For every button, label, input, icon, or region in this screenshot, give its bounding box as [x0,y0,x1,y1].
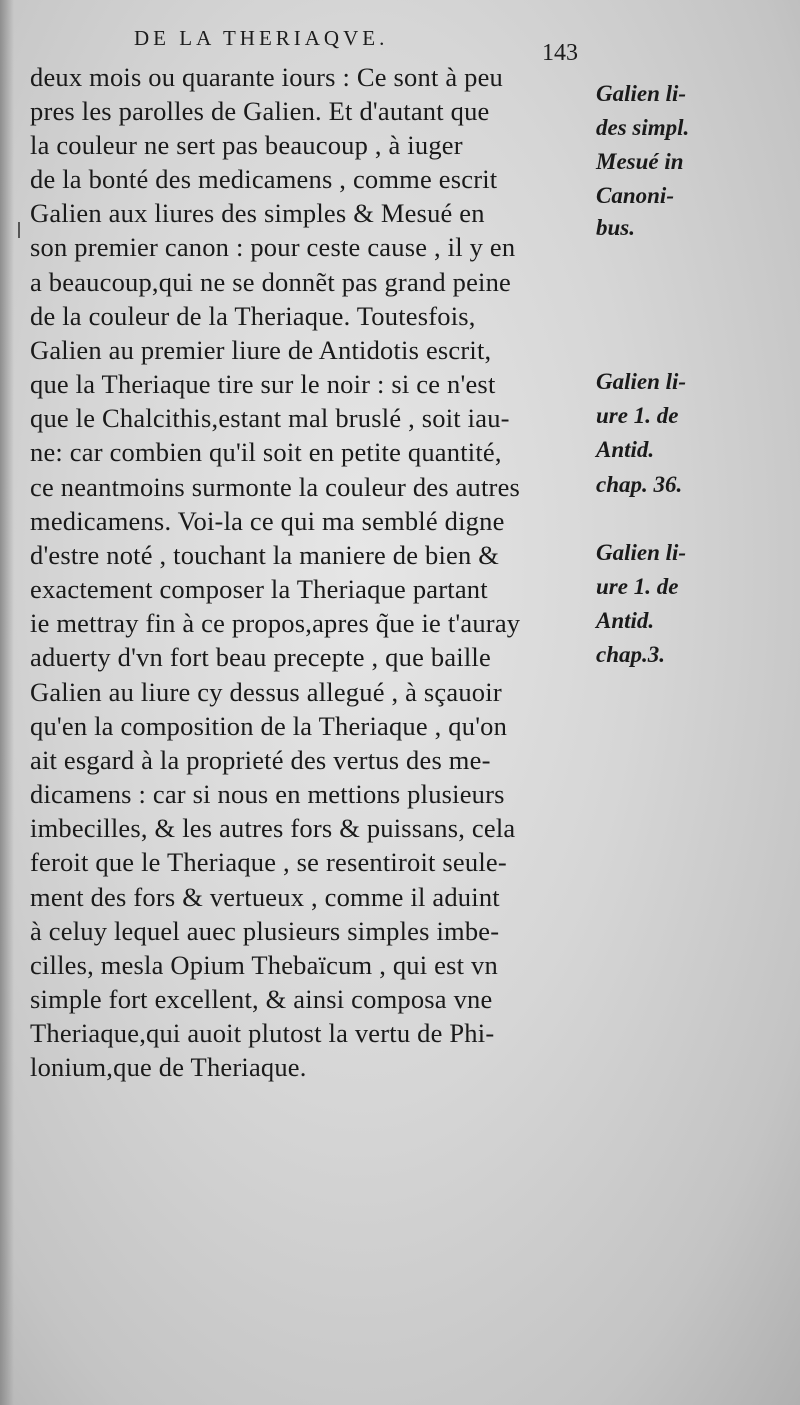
text-line: dicamens : car si nous en mettions plusieurs [30,779,505,809]
margin-note: chap. 36. [596,472,683,497]
text-line: medicamens. Voi-la ce qui ma semblé digne [30,506,505,536]
text-line: aduerty d'vn fort beau precepte , que baille [30,642,491,672]
text-line: simple fort excellent, & ainsi composa vne [30,984,493,1014]
text-line: d'estre noté , touchant la maniere de bien & [30,540,500,570]
text-line: son premier canon : pour ceste cause , il y en [30,232,516,262]
page-number: 143 [542,40,578,66]
text-line: que la Theriaque tire sur le noir : si ce n'est [30,369,496,399]
margin-note: des simpl. [596,115,690,140]
text-line: Galien au premier liure de Antidotis escrit, [30,335,492,365]
text-line: de la couleur de la Theriaque. Toutesfois, [30,301,476,331]
text-line: exactement composer la Theriaque partant [30,574,488,604]
text-line: de la bonté des medicamens , comme escrit [30,164,498,194]
margin-note: Antid. [596,608,655,633]
ink-mark [18,222,20,238]
margin-note: Canoni- [596,183,674,208]
text-line: pres les parolles de Galien. Et d'autant que [30,96,490,126]
margin-note: Galien li- [596,369,687,394]
text-line: à celuy lequel auec plusieurs simples imbe- [30,916,500,946]
text-line: imbecilles, & les autres fors & puissans, cela [30,813,516,843]
margin-note: Mesué in [596,149,684,174]
text-line: a beaucoup,qui ne se donnẽt pas grand peine [30,267,512,297]
margin-note: Antid. [596,437,655,462]
text-line: qu'en la composition de la Theriaque , qu'on [30,711,508,741]
text-line: deux mois ou quarante iours : Ce sont à peu [30,62,503,92]
text-line: feroit que le Theriaque , se resentiroit seule- [30,847,507,877]
margin-note: Galien li- [596,81,687,106]
text-line: ce neantmoins surmonte la couleur des autres [30,472,521,502]
text-line: Galien au liure cy dessus allegué , à sçauoir [30,677,502,707]
margin-note: ure 1. de [596,403,679,428]
text-line: la couleur ne sert pas beaucoup , à iuger [30,130,463,160]
text-line: lonium,que de Theriaque. [30,1052,307,1082]
text-line: Galien aux liures des simples & Mesué en [30,198,485,228]
text-line: Theriaque,qui auoit plutost la vertu de Phi- [30,1018,495,1048]
margin-note: chap.3. [596,642,665,667]
running-title: DE LA THERIAQVE. [134,26,389,50]
text-line: ie mettray fin à ce propos,apres q̃ue ie t'auray [30,608,521,638]
text-line: ait esgard à la proprieté des vertus des me- [30,745,491,775]
text-line: cilles, mesla Opium Thebaïcum , qui est vn [30,950,498,980]
margin-note: Galien li- [596,540,687,565]
text-line: que le Chalcithis,estant mal bruslé , soit iau- [30,403,510,433]
text-line: ment des fors & vertueux , comme il aduint [30,882,500,912]
margin-note: bus. [596,215,635,240]
margin-note: ure 1. de [596,574,679,599]
text-line: ne: car combien qu'il soit en petite quantité, [30,437,502,467]
